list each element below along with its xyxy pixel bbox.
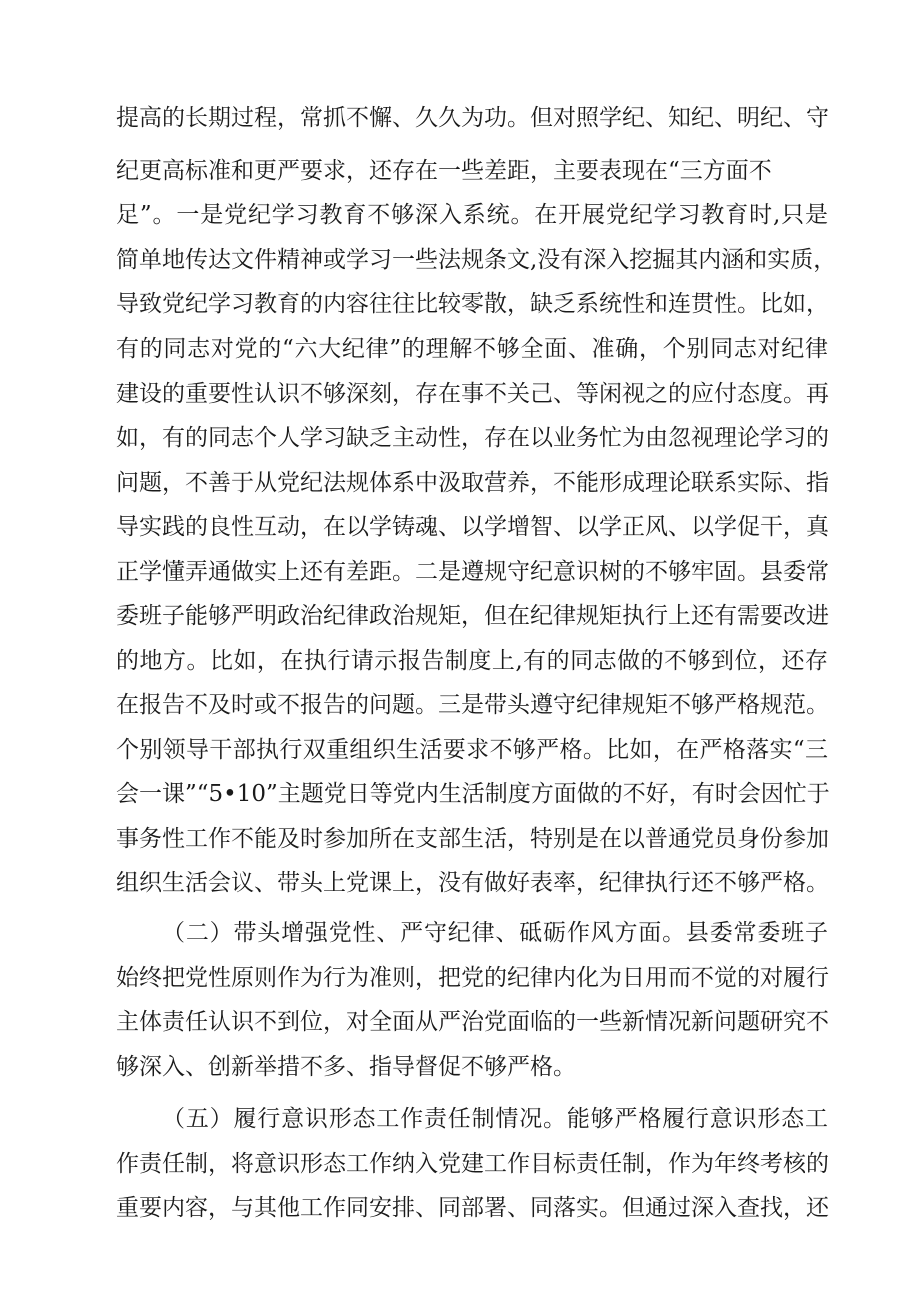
text-line: 导实践的良性互动，在以学铸魂、以学增智、以学正风、以学促干，真 (116, 514, 829, 540)
text-line: 提高的长期过程，常抓不懈、久久为功。但对照学纪、知纪、明纪、守 (116, 105, 829, 131)
text-line: 建设的重要性认识不够深刻，存在事不关己、等闲视之的应付态度。再 (116, 381, 829, 407)
text-line: 如，有的同志个人学习缺乏主动性，存在以业务忙为由忽视理论学习的 (116, 425, 829, 451)
text-line: 组织生活会议、带头上党课上，没有做好表率，纪律执行还不够严格。 (116, 870, 829, 896)
text-line: 会一课”“5•10”主题党日等党内生活制度方面做的不好，有时会因忙于 (116, 781, 830, 807)
text-line: （五）履行意识形态工作责任制情况。能够严格履行意识形态工 (162, 1106, 828, 1132)
text-line: 足”。一是党纪学习教育不够深入系统。在开展党纪学习教育时,只是 (116, 202, 828, 228)
text-line: 委班子能够严明政治纪律政治规矩，但在纪律规矩执行上还有需要改进 (116, 603, 829, 629)
text-line: 简单地传达文件精神或学习一些法规条文,没有深入挖掘其内涵和实质， (116, 247, 837, 273)
text-line: 始终把党性原则作为行为准则，把党的纪律内化为日用而不觉的对履行 (116, 965, 829, 991)
text-line: （二）带头增强党性、严守纪律、砥砺作风方面。县委常委班子 (162, 920, 828, 946)
text-line: 纪更高标准和更严要求，还存在一些差距，主要表现在“三方面不 (116, 158, 772, 184)
text-line: 个别领导干部执行双重组织生活要求不够严格。比如，在严格落实“三 (116, 737, 828, 763)
text-line: 够深入、创新举措不多、指导督促不够严格。 (116, 1054, 576, 1080)
text-line: 有的同志对党的“六大纪律”的理解不够全面、准确，个别同志对纪律 (116, 336, 828, 362)
text-line: 的地方。比如，在执行请示报告制度上,有的同志做的不够到位，还存 (116, 648, 828, 674)
text-line: 在报告不及时或不报告的问题。三是带头遵守纪律规矩不够严格规范。 (116, 692, 829, 718)
text-line: 事务性工作不能及时参加所在支部生活，特别是在以普通党员身份参加 (116, 826, 829, 852)
text-line: 作责任制，将意识形态工作纳入党建工作目标责任制，作为年终考核的 (116, 1151, 829, 1177)
text-line: 正学懂弄通做实上还有差距。二是遵规守纪意识树的不够牢固。县委常 (116, 559, 829, 585)
text-line: 重要内容，与其他工作同安排、同部署、同落实。但通过深入查找，还 (116, 1195, 829, 1221)
text-line: 主体责任认识不到位，对全面从严治党面临的一些新情况新问题研究不 (116, 1009, 829, 1035)
text-line: 导致党纪学习教育的内容往往比较零散，缺乏系统性和连贯性。比如， (116, 291, 829, 317)
text-line: 问题，不善于从党纪法规体系中汲取营养，不能形成理论联系实际、指 (116, 470, 829, 496)
